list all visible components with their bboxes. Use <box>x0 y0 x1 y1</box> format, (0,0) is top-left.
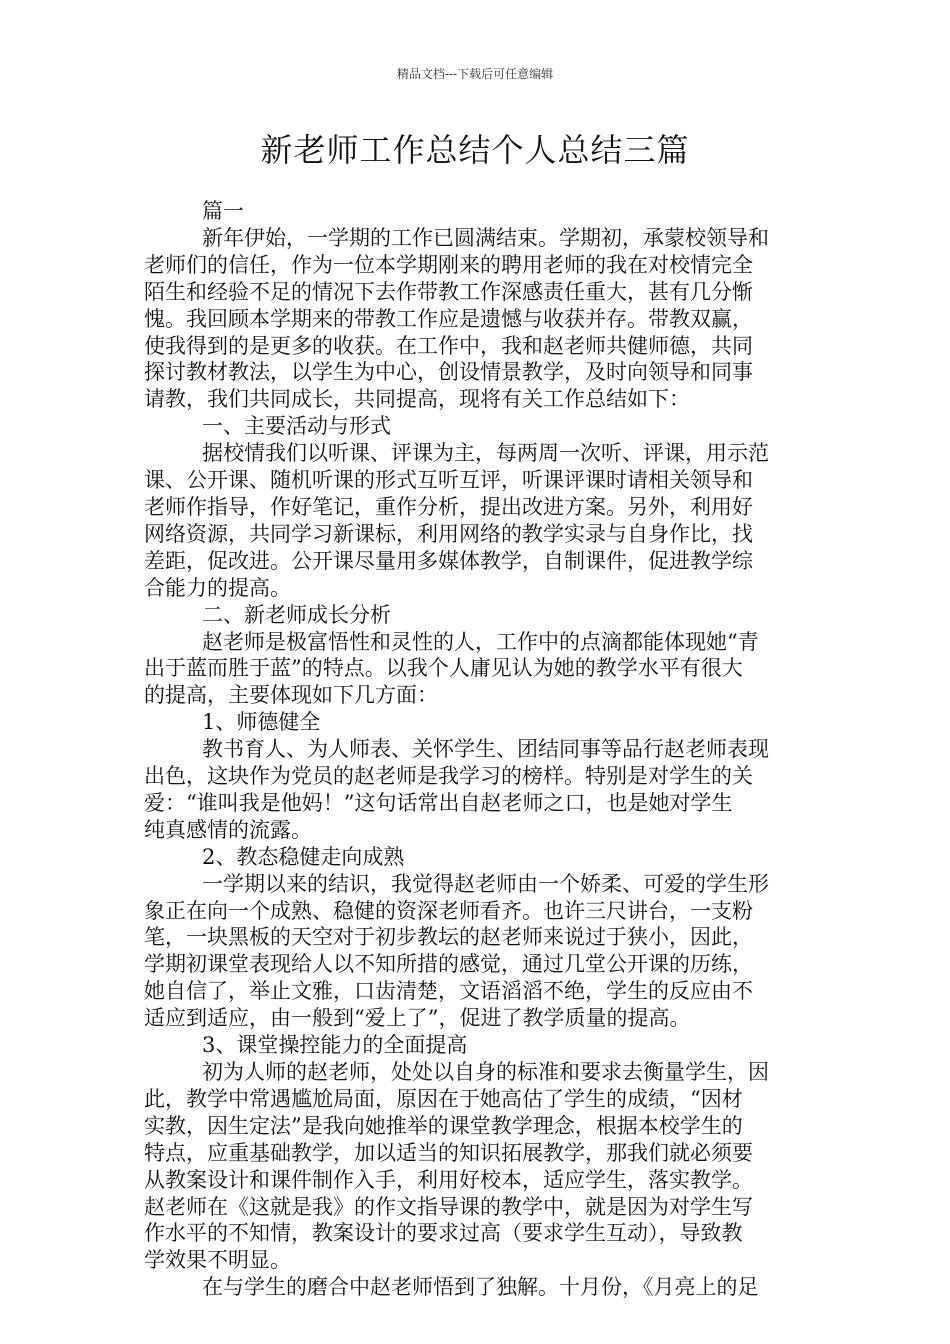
text-line: 特点，应重基础教学，加以适当的知识拓展教学，那我们就必须要 <box>144 1140 753 1165</box>
text-line: 学期初课堂表现给人以不知所措的感觉，通过几堂公开课的历练， <box>144 952 753 977</box>
text-line: 适应到适应，由一般到“爱上了”，促进了教学质量的提高。 <box>144 1006 691 1031</box>
text-line: 赵老师在《这就是我》的作文指导课的教学中，就是因为对学生写 <box>144 1194 753 1219</box>
text-line: 从教案设计和课件制作入手，利用好校本，适应学生，落实教学。 <box>144 1167 753 1192</box>
page-header: 精品文档---下载后可任意编辑 <box>396 67 554 81</box>
text-line: 她自信了，举止文雅，口齿清楚，文语滔滔不绝，学生的反应由不 <box>144 979 753 1004</box>
text-line: 教书育人、为人师表、关怀学生、团结同事等品行赵老师表现 <box>202 737 769 762</box>
text-line: 使我得到的是更多的收获。在工作中，我和赵老师共健师德，共同 <box>144 333 753 358</box>
text-line: 初为人师的赵老师，处处以自身的标准和要求去衡量学生，因 <box>202 1060 769 1084</box>
text-line: 爱：“谁叫我是他妈！”这句话常出自赵老师之口，也是她对学生 <box>144 790 733 815</box>
text-line: 愧。我回顾本学期来的带教工作应是遗憾与收获并存。带教双赢， <box>144 306 753 331</box>
text-line: 的提高，主要体现如下几方面： <box>144 683 438 708</box>
text-line: 笔，一块黑板的天空对于初步教坛的赵老师来说过于狭小，因此， <box>144 925 753 950</box>
text-line: 纯真感情的流露。 <box>144 817 312 842</box>
subsection-heading: 3、课堂操控能力的全面提高 <box>202 1033 468 1058</box>
text-line: 老师作指导，作好笔记，重作分析，提出改进方案。另外，利用好 <box>144 494 753 519</box>
subsection-heading: 2、教态稳健走向成熟 <box>202 844 405 869</box>
text-line: 合能力的提高。 <box>144 575 291 600</box>
text-line: 据校情我们以听课、评课为主，每两周一次听、评课，用示范 <box>202 441 769 466</box>
document-body <box>144 198 808 1301</box>
text-line: 作水平的不知情，教案设计的要求过高（要求学生互动），导致教 <box>144 1221 743 1246</box>
text-line: 一学期以来的结识，我觉得赵老师由一个娇柔、可爱的学生形 <box>202 871 769 896</box>
text-line: 网络资源，共同学习新课标，利用网络的教学实录与自身作比，找 <box>144 521 753 546</box>
text-line: 出色，这块作为党员的赵老师是我学习的榜样。特别是对学生的关 <box>144 764 753 789</box>
text-line: 象正在向一个成熟、稳健的资深老师看齐。也许三尺讲台，一支粉 <box>144 898 753 923</box>
text-line: 学效果不明显。 <box>144 1248 291 1273</box>
text-line: 差距，促改进。公开课尽量用多媒体教学，自制课件，促进教学综 <box>144 548 753 573</box>
text-line: 此，教学中常遇尴尬局面，原因在于她高估了学生的成绩，“因材 <box>144 1086 743 1111</box>
text-line: 赵老师是极富悟性和灵性的人，工作中的点滴都能体现她“青 <box>202 629 759 654</box>
text-line: 实教，因生定法”是我向她推举的课堂教学理念，根据本校学生的 <box>144 1113 743 1138</box>
text-line: 出于蓝而胜于蓝”的特点。以我个人庸见认为她的教学水平有很大 <box>144 656 743 681</box>
subsection-heading: 1、师德健全 <box>202 710 321 735</box>
text-line: 在与学生的磨合中赵老师悟到了独解。十月份，《月亮上的足 <box>202 1275 759 1300</box>
section-heading: 二、新老师成长分析 <box>202 602 391 627</box>
document-title: 新老师工作总结个人总结三篇 <box>260 131 690 169</box>
section-heading: 一、主要活动与形式 <box>202 414 391 439</box>
text-line: 课、公开课、随机听课的形式互听互评，听课评课时请相关领导和 <box>144 468 753 493</box>
text-line: 老师们的信任，作为一位本学期刚来的聘用老师的我在对校情完全 <box>144 252 753 277</box>
text-line: 陌生和经验不足的情况下去作带教工作深感责任重大，甚有几分惭 <box>144 279 753 304</box>
text-line: 探讨教材教法，以学生为中心，创设情景教学，及时向领导和同事 <box>144 360 753 385</box>
text-line: 新年伊始，一学期的工作已圆满结束。学期初，承蒙校领导和 <box>202 225 769 250</box>
section-heading: 篇一 <box>202 199 244 223</box>
text-line: 请教，我们共同成长，共同提高，现将有关工作总结如下： <box>144 387 690 412</box>
